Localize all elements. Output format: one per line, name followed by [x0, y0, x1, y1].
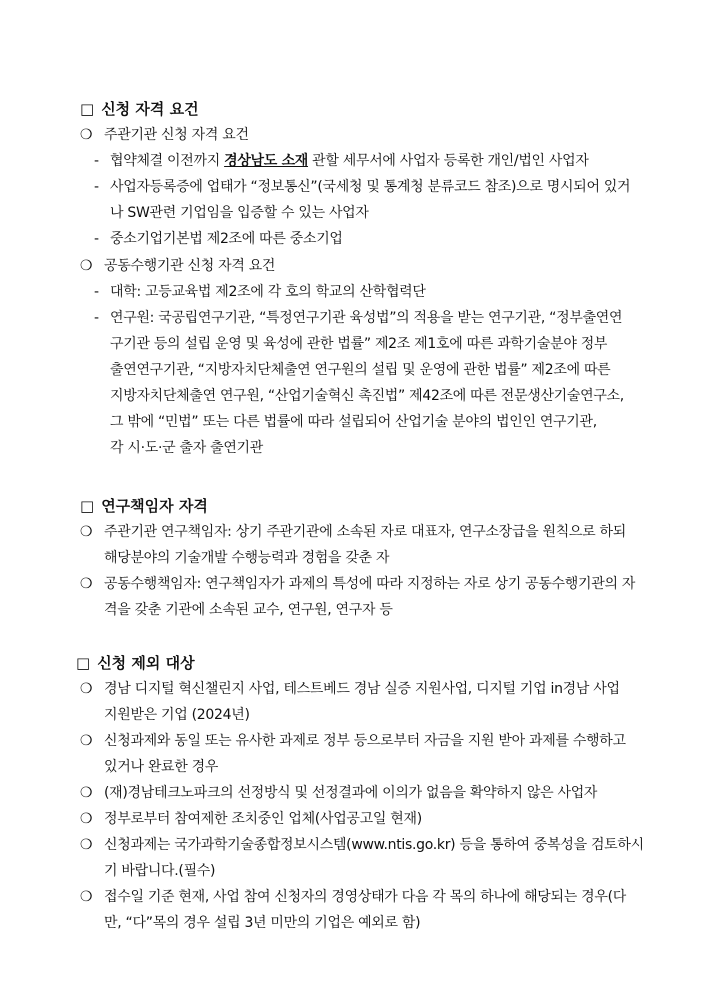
section-title: 신청 자격 요건	[101, 100, 199, 118]
item-text-emphasis: 경상남도 소재	[224, 153, 309, 169]
circle-bullet-icon: ❍	[80, 837, 93, 853]
dash-bullet: -	[94, 231, 100, 247]
circle-bullet-icon: ❍	[80, 733, 93, 749]
list-item-line: 기 바랍니다.(필수)	[104, 863, 216, 879]
list-item-line: (재)경남테크노파크의 선정방식 및 선정결과에 이의가 없음을 확약하지 않은 사업자	[104, 785, 598, 801]
list-item-line: 지원받은 기업 (2024년)	[104, 707, 250, 723]
checkbox-square-icon: □	[80, 100, 95, 118]
item-text-pre: 협약체결 이전까지	[110, 153, 225, 169]
circle-bullet-icon: ❍	[80, 258, 93, 274]
dash-bullet: -	[94, 284, 100, 300]
section-title: 신청 제외 대상	[97, 654, 195, 672]
list-item-line: 중소기업기본법 제2조에 따른 중소기업	[110, 231, 343, 247]
circle-bullet-icon: ❍	[80, 889, 93, 905]
list-item-line: 신청과제와 동일 또는 유사한 과제로 정부 등으로부터 자금을 지원 받아 과제를 수행하고	[104, 733, 626, 749]
item-text-post: 관할 세무서에 사업자 등록한 개인/법인 사업자	[308, 153, 589, 169]
dash-bullet: -	[94, 179, 100, 195]
checkbox-square-icon: □	[80, 497, 95, 515]
list-item-line: 주관기관 연구책임자: 상기 주관기관에 소속된 자로 대표자, 연구소장급을 원칙으로 하되	[104, 524, 626, 540]
section-heading-researcher	[80, 496, 208, 516]
subsection-title-host: 주관기관 신청 자격 요건	[104, 127, 249, 143]
list-item-line: 출연연구기관, “지방자치단체출연 연구원의 설립 및 운영에 관한 법률” 제2조에 따른	[110, 362, 611, 378]
list-item-line: 각 시·도·군 출자 출연기관	[110, 440, 263, 456]
list-item	[110, 151, 589, 171]
list-item-line: 지방자치단체출연 연구원, “산업기술혁신 촉진법” 제42조에 따른 전문생산기술연구소,	[110, 388, 624, 404]
list-item-line: 대학: 고등교육법 제2조에 각 호의 학교의 산학협력단	[110, 284, 426, 300]
list-item-line: 그 밖에 “민법” 또는 다른 법률에 따라 설립되어 산업기술 분야의 법인인 연구기관,	[110, 414, 597, 430]
list-item-line: 격을 갖춘 기관에 소속된 교수, 연구원, 연구자 등	[104, 602, 393, 618]
circle-bullet-icon: ❍	[80, 524, 93, 540]
subsection-title-partner: 공동수행기관 신청 자격 요건	[104, 258, 276, 274]
checkbox-square-icon: □	[76, 654, 91, 672]
list-item-line: 만, “다”목의 경우 설립 3년 미만의 기업은 예외로 함)	[104, 915, 421, 931]
circle-bullet-icon: ❍	[80, 127, 93, 143]
list-item-line: 접수일 기준 현재, 사업 참여 신청자의 경영상태가 다음 각 목의 하나에 해당되는 경우(다	[104, 889, 626, 905]
list-item-line: 연구원: 국공립연구기관, “특정연구기관 육성법”의 적용을 받는 연구기관, “정부출연연	[110, 310, 623, 326]
list-item-line: 공동수행책임자: 연구책임자가 과제의 특성에 따라 지정하는 자로 상기 공동수행기관의 자	[104, 576, 636, 592]
list-item-line: 해당분야의 기술개발 수행능력과 경험을 갖춘 자	[104, 550, 390, 566]
list-item-line: 정부로부터 참여제한 조치중인 업체(사업공고일 현재)	[104, 811, 422, 827]
circle-bullet-icon: ❍	[80, 681, 93, 697]
dash-bullet: -	[94, 310, 100, 326]
section-heading-exclusions	[76, 653, 195, 673]
circle-bullet-icon: ❍	[80, 811, 93, 827]
section-title: 연구책임자 자격	[101, 497, 208, 515]
list-item-line: 사업자등록증에 업태가 “정보통신”(국세청 및 통계청 분류코드 참조)으로 명시되어 있거	[110, 179, 631, 195]
list-item-line: 구기관 등의 설립 운영 및 육성에 관한 법률” 제2조 제1호에 따른 과학기술분야 정부	[110, 336, 608, 352]
dash-bullet: -	[94, 153, 100, 169]
section-heading-eligibility	[80, 99, 199, 119]
list-item-line: 경남 디지털 혁신챌린지 사업, 테스트베드 경남 실증 지원사업, 디지털 기업 in경남 사업	[104, 681, 620, 697]
circle-bullet-icon: ❍	[80, 576, 93, 592]
list-item-line: 나 SW관련 기업임을 입증할 수 있는 사업자	[110, 205, 369, 221]
list-item-line: 신청과제는 국가과학기술종합정보시스템(www.ntis.go.kr) 등을 통하여 중복성을 검토하시	[104, 837, 644, 853]
list-item-line: 있거나 완료한 경우	[104, 759, 219, 775]
circle-bullet-icon: ❍	[80, 785, 93, 801]
